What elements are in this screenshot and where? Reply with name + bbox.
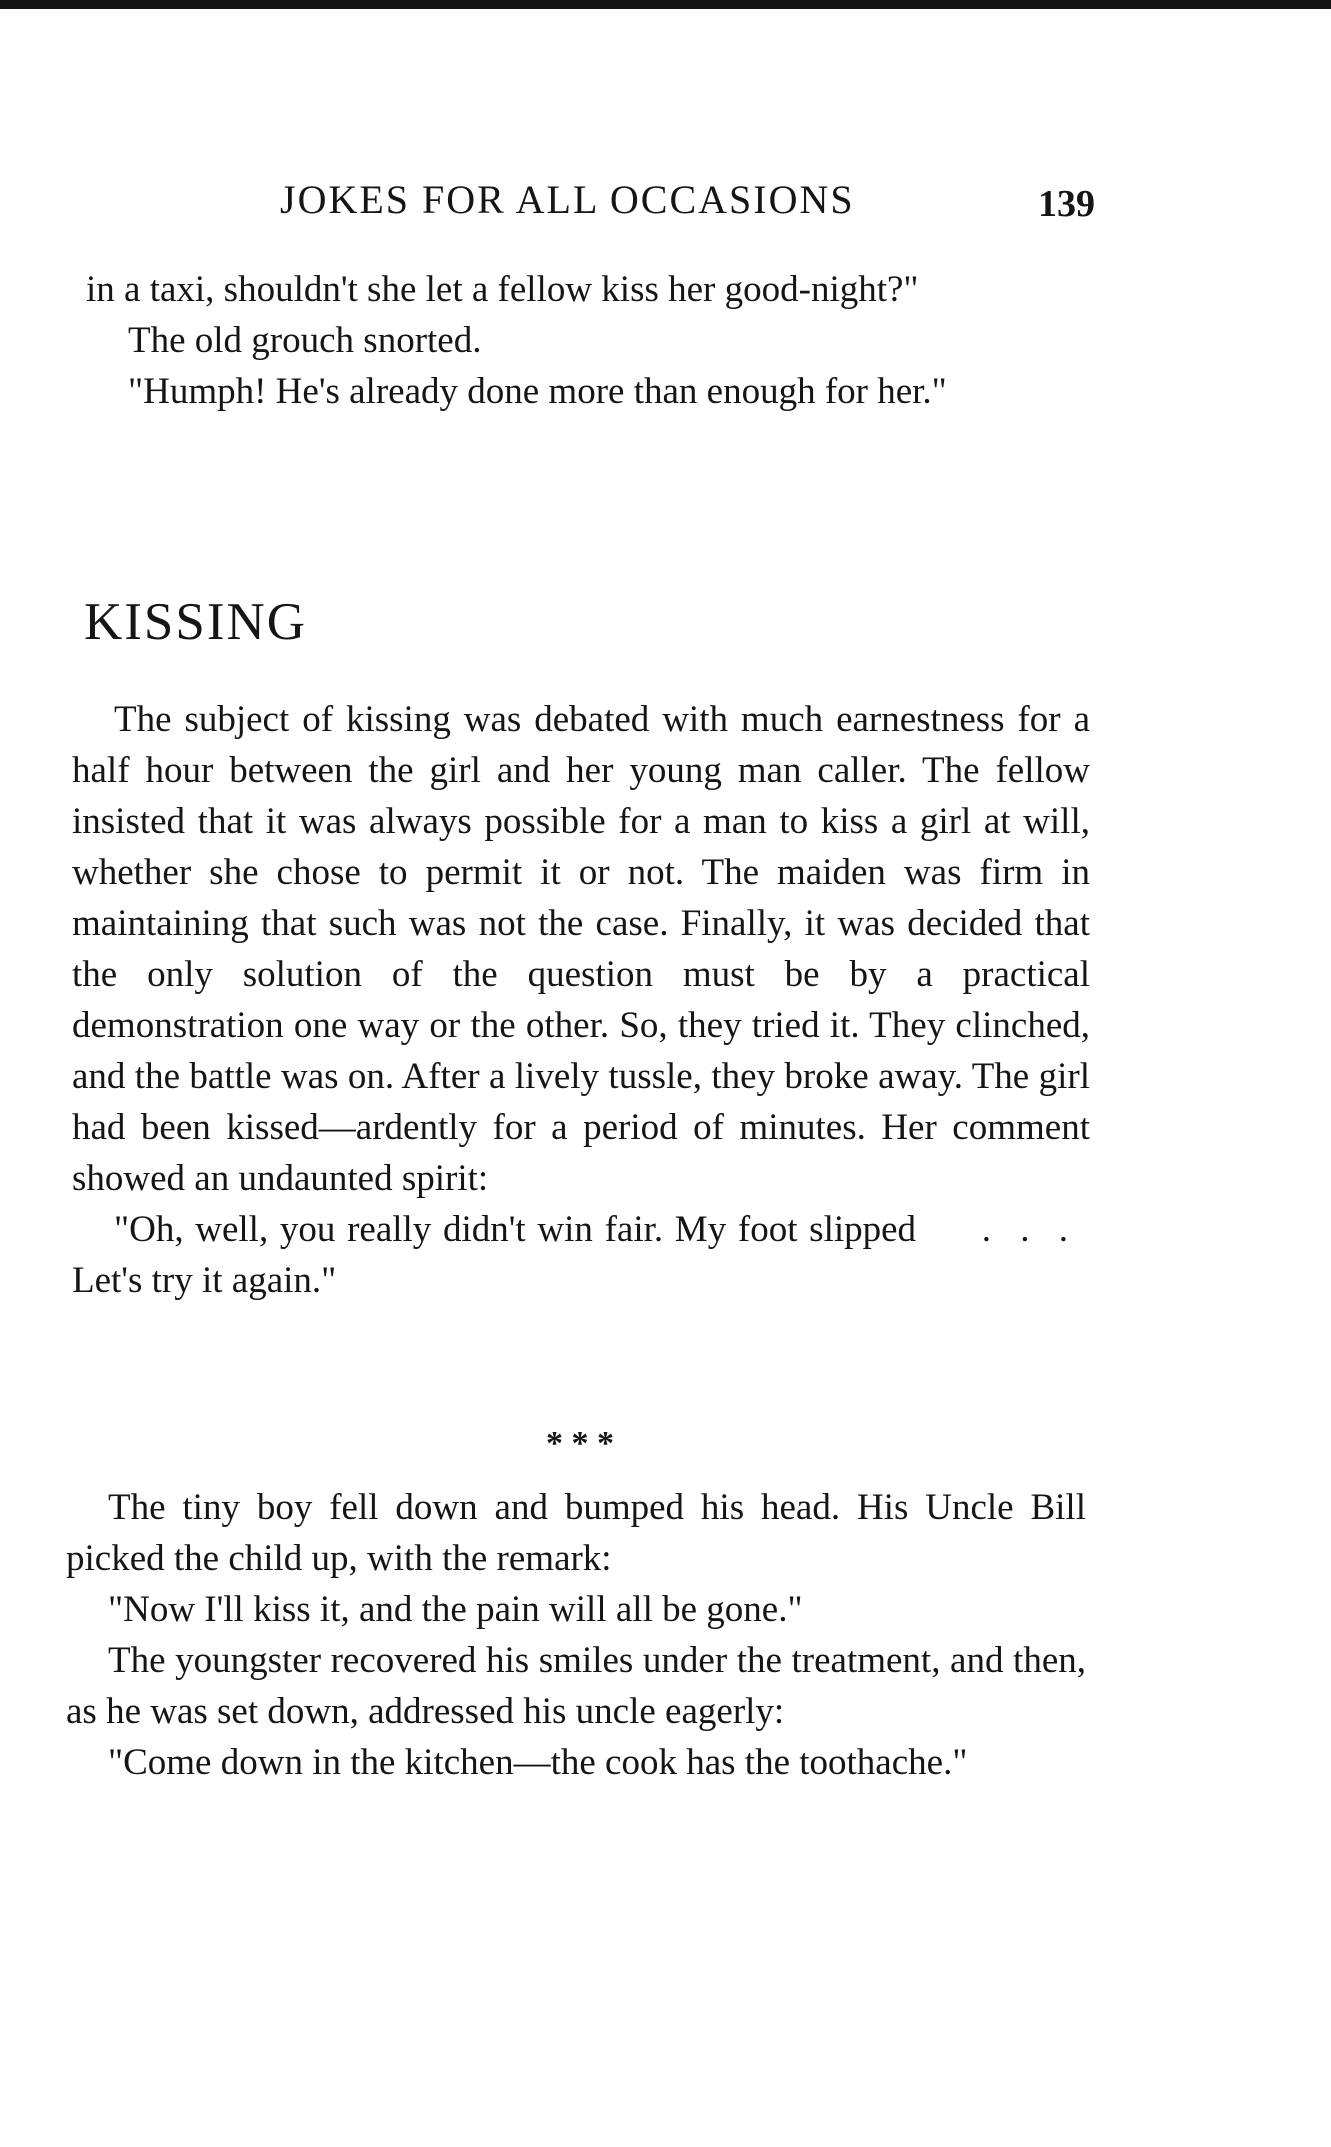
section-separator-asterisks: * * *: [546, 1425, 614, 1462]
running-header-title: JOKES FOR ALL OCCASIONS: [280, 177, 855, 222]
paragraph: "Come down in the kitchen—the cook has the toothache.": [108, 1742, 968, 1783]
running-header: [240, 176, 1100, 236]
ellipsis: . . .: [981, 1209, 1078, 1250]
paragraph: The tiny boy fell down and bumped his head. His Uncle Bill picked the child up, with the remark:: [66, 1487, 1086, 1579]
paragraph-text: "Oh, well, you really didn't win fair. My foot slipped: [114, 1209, 917, 1250]
kissing-story-two: [66, 1482, 1086, 1788]
page-number: 139: [1038, 183, 1095, 225]
paragraph: The youngster recovered his smiles under the treatment, and then, as he was set down, addressed his uncle eagerly:: [66, 1640, 1086, 1732]
paragraph: [72, 1204, 1090, 1306]
paragraph: in a taxi, shouldn't she let a fellow kiss her good-night?": [86, 269, 919, 310]
top-border-rule: [0, 0, 1331, 9]
section-heading-kissing: KISSING: [84, 593, 308, 651]
paragraph: The subject of kissing was debated with much earnestness for a half hour between the girl and her young man caller. The fellow insisted that it was always possible for a man to kiss a girl at will, whether she chose to permit it or not. The maiden was firm in maintaining that such was not the case. Finally, it was decided that the only solution of the question must be by a practical demonstration one way or the other. So, they tried it. They clinched, and the battle was on. After a lively tussle, they broke away. The girl had been kissed—ardently for a period of minutes. Her comment showed an undaunted spirit:: [72, 699, 1090, 1199]
paragraph: The old grouch snorted.: [128, 320, 482, 361]
continued-joke-text: [86, 264, 1094, 417]
paragraph: "Now I'll kiss it, and the pain will all be gone.": [108, 1589, 803, 1630]
paragraph: "Humph! He's already done more than enough for her.": [128, 371, 947, 412]
paragraph-text: Let's try it again.": [72, 1260, 337, 1301]
kissing-story-one: [72, 694, 1090, 1306]
